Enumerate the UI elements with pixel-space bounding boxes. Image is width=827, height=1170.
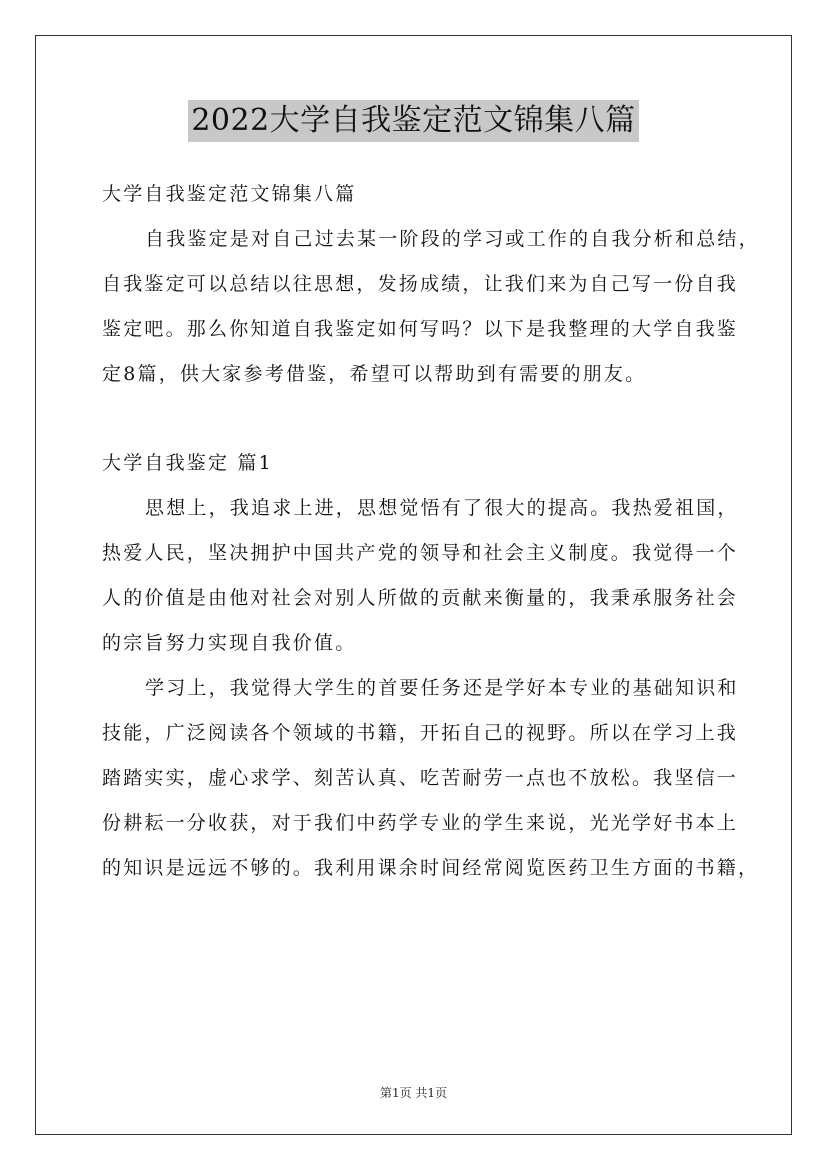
intro-line: 鉴定吧。那么你知道自我鉴定如何写吗？以下是我整理的大学自我鉴 xyxy=(102,318,739,340)
title-container xyxy=(0,100,827,142)
paragraph-line: 学习上，我觉得大学生的首要任务还是学好本专业的基础知识和 xyxy=(145,677,739,699)
paragraph-line: 人的价值是由他对社会对别人所做的贡献来衡量的，我秉承服务社会 xyxy=(102,587,739,609)
paragraph-line: 技能，广泛阅读各个领域的书籍，开拓自己的视野。所以在学习上我 xyxy=(102,722,739,744)
intro-line: 自我鉴定可以总结以往思想，发扬成绩，让我们来为自己写一份自我 xyxy=(102,273,739,295)
paragraph-line: 踏踏实实，虚心求学、刻苦认真、吃苦耐劳一点也不放松。我坚信一 xyxy=(102,767,739,789)
paragraph-line: 的宗旨努力实现自我价值。 xyxy=(102,632,357,654)
subtitle: 大学自我鉴定范文锦集八篇 xyxy=(102,183,357,205)
paragraph-line: 的知识是远远不够的。我利用课余时间经常阅览医药卫生方面的书籍， xyxy=(102,857,760,879)
document-body xyxy=(102,172,760,891)
page-footer: 第1页 共1页 xyxy=(379,1086,448,1100)
paragraph-line: 热爱人民，坚决拥护中国共产党的领导和社会主义制度。我觉得一个 xyxy=(102,542,739,564)
paragraph-gap xyxy=(102,397,742,441)
document-title: 2022大学自我鉴定范文锦集八篇 xyxy=(188,100,638,142)
paragraph-line: 份耕耘一分收获，对于我们中药学专业的学生来说，光光学好书本上 xyxy=(102,812,739,834)
intro-line: 自我鉴定是对自己过去某一阶段的学习或工作的自我分析和总结， xyxy=(145,228,760,250)
section-heading: 大学自我鉴定 篇1 xyxy=(102,452,273,474)
paragraph-line: 思想上，我追求上进，思想觉悟有了很大的提高。我热爱祖国， xyxy=(145,497,739,519)
intro-line: 定8篇，供大家参考借鉴，希望可以帮助到有需要的朋友。 xyxy=(102,363,647,385)
